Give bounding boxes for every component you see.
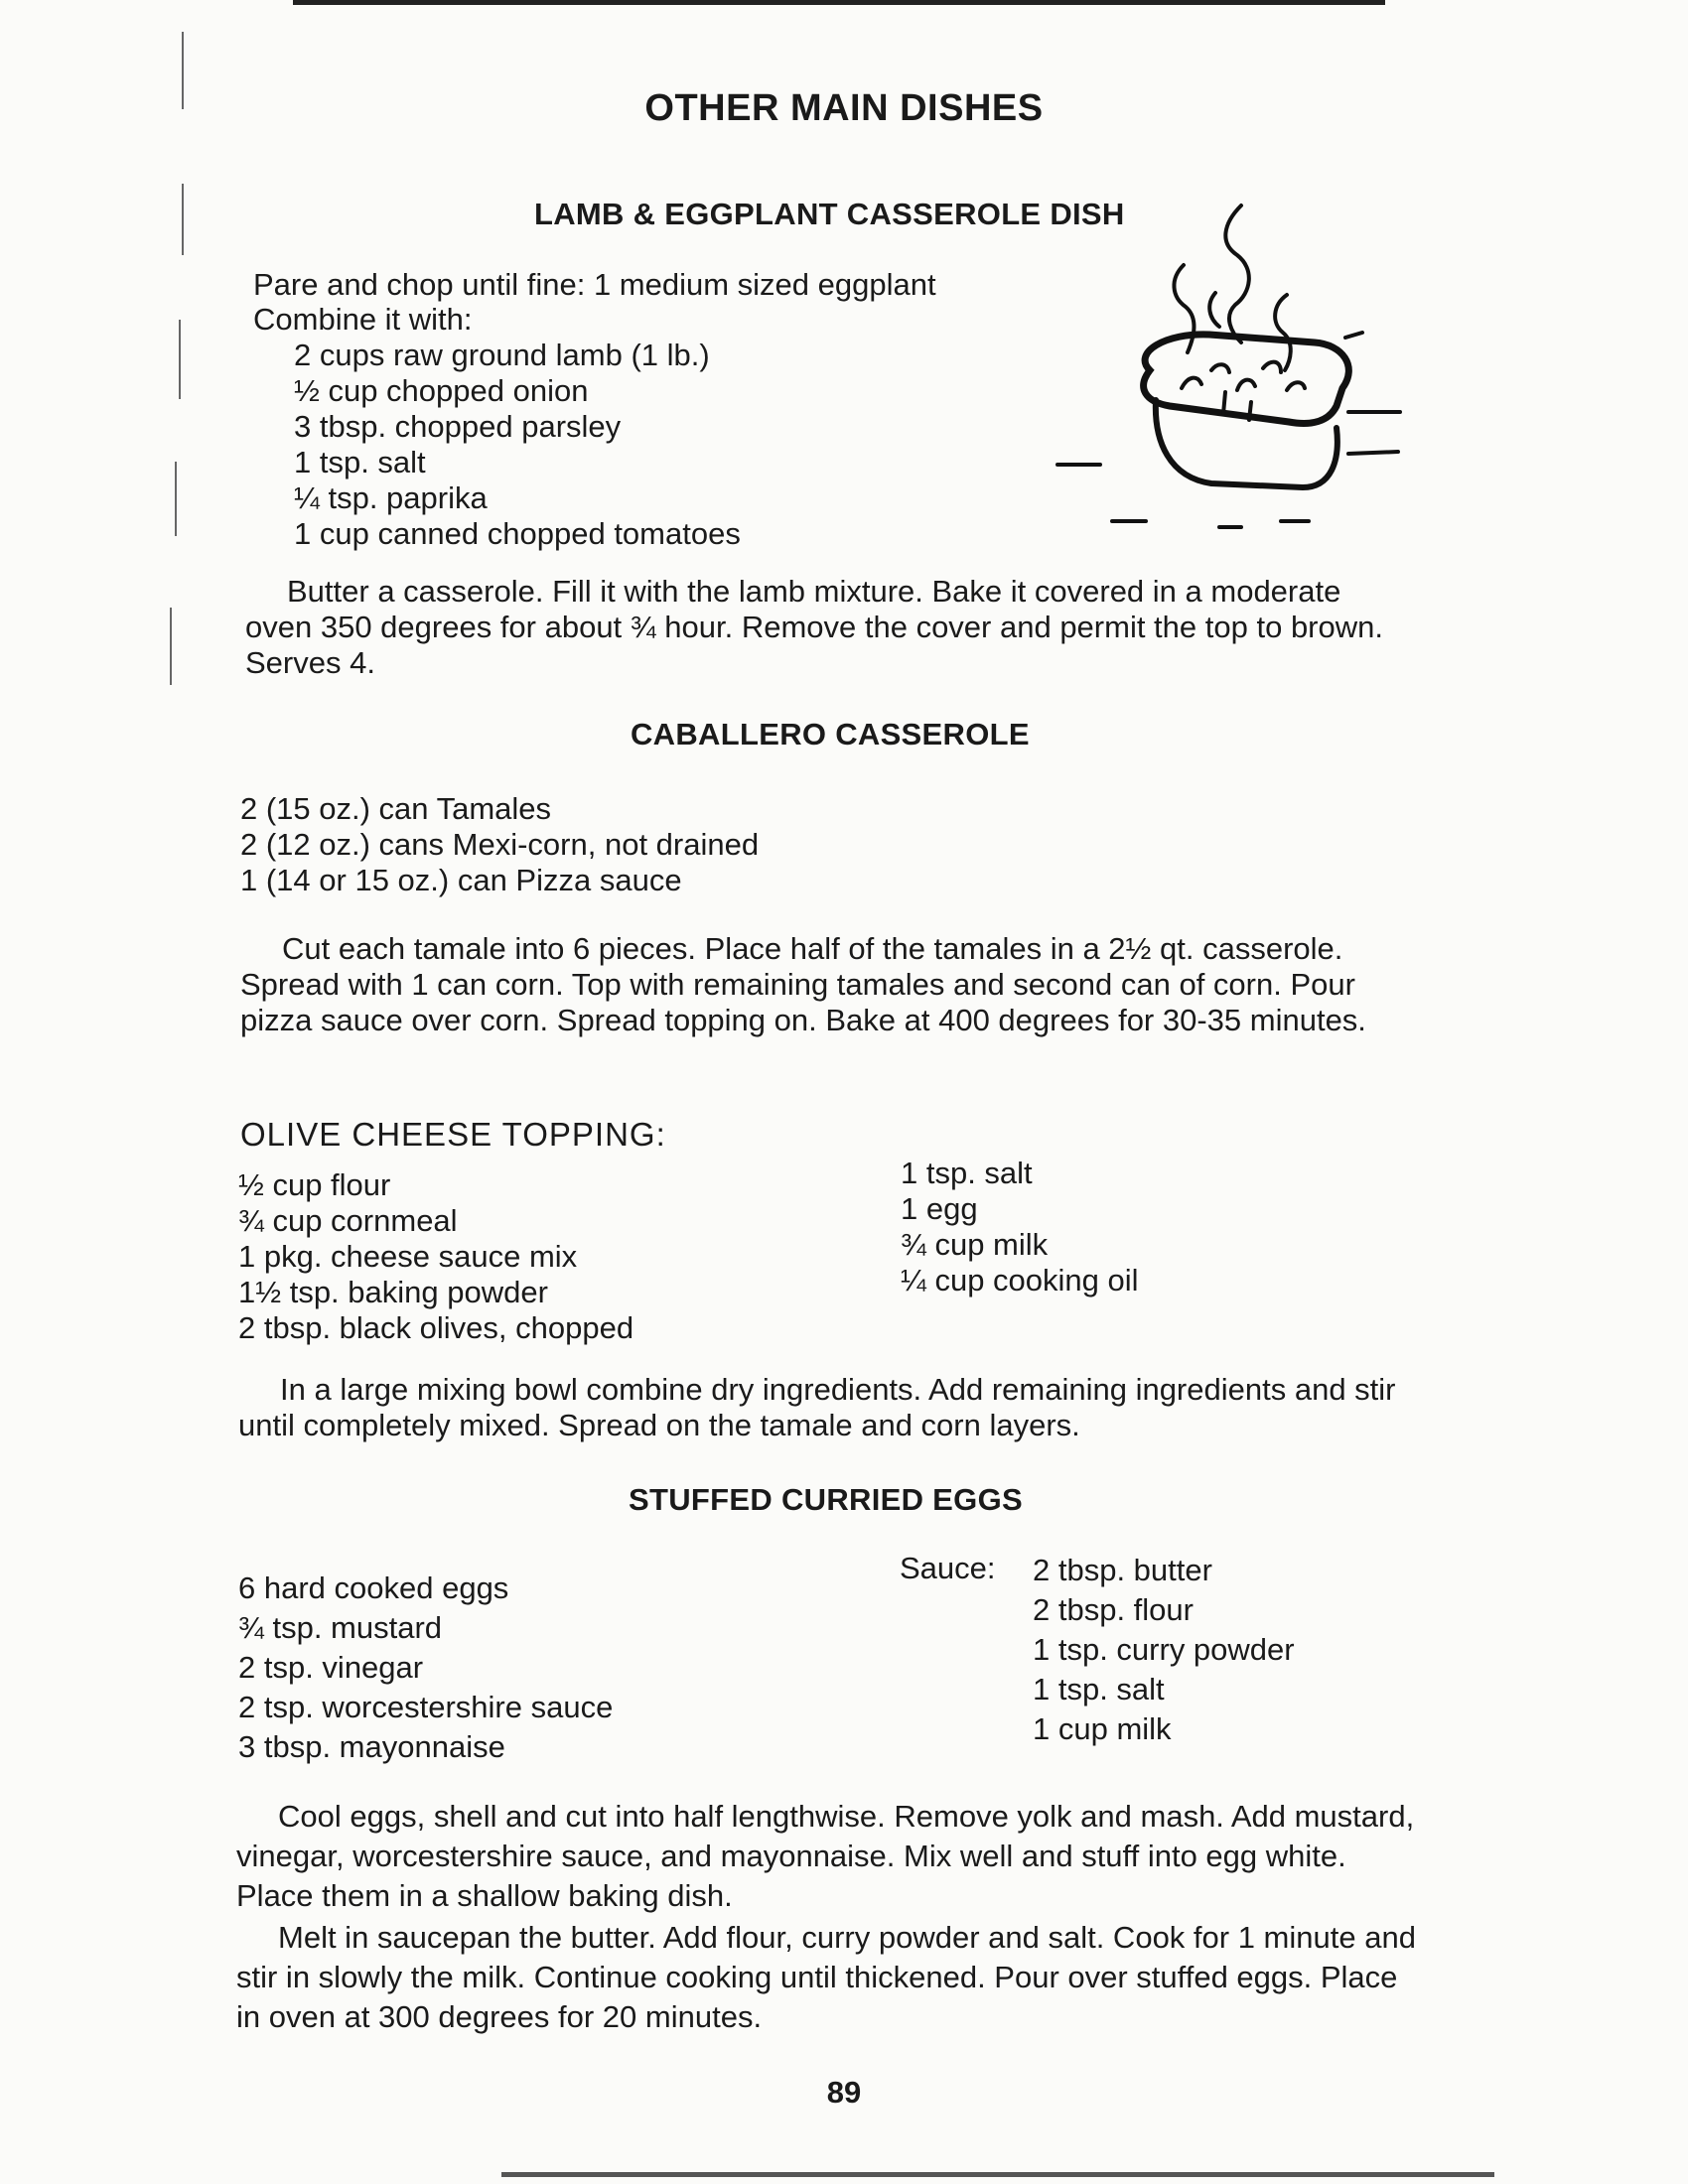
sauce-ingredient: 1 cup milk bbox=[1033, 1711, 1172, 1746]
margin-mark bbox=[175, 462, 177, 536]
sauce-directions: Melt in saucepan the butter. Add flour, curry powder and salt. Cook for 1 minute and stir in slowly the milk. Continue cooking until thickened. Pour over stuffed eggs. Place in oven at 300 degrees for 20 minutes. bbox=[236, 1920, 1416, 2034]
eggs-ingredient: 2 tsp. worcestershire sauce bbox=[238, 1690, 614, 1724]
lamb-ingredient: 3 tbsp. chopped parsley bbox=[294, 409, 622, 444]
caballero-ingredient: 1 (14 or 15 oz.) can Pizza sauce bbox=[240, 863, 682, 897]
topping-ingredient: ¼ cup cooking oil bbox=[901, 1263, 1139, 1297]
steaming-casserole-icon bbox=[1043, 194, 1420, 551]
topping-title: OLIVE CHEESE TOPPING: bbox=[240, 1116, 666, 1153]
lamb-ingredient: 2 cups raw ground lamb (1 lb.) bbox=[294, 338, 710, 372]
page-number: 89 bbox=[826, 2075, 862, 2110]
sauce-ingredient: 1 tsp. curry powder bbox=[1033, 1632, 1295, 1667]
topping-ingredient: ½ cup flour bbox=[238, 1167, 391, 1202]
eggs-directions: Cool eggs, shell and cut into half lengthwise. Remove yolk and mash. Add mustard, vinegar, worcestershire sauce, and mayonnaise. Mix well and stuff into egg white. Place them in a shallow baking dish. bbox=[236, 1799, 1415, 1913]
margin-mark bbox=[182, 184, 184, 255]
page-title: OTHER MAIN DISHES bbox=[644, 87, 1044, 129]
topping-ingredient-list-left bbox=[238, 1167, 633, 1346]
caballero-ingredient-list bbox=[240, 791, 759, 898]
eggs-ingredient: 2 tsp. vinegar bbox=[238, 1650, 424, 1685]
sauce-ingredient: 2 tbsp. butter bbox=[1033, 1553, 1212, 1587]
lamb-ingredient: ½ cup chopped onion bbox=[294, 373, 589, 408]
lamb-directions: Butter a casserole. Fill it with the lamb mixture. Bake it covered in a moderate oven 350 degrees for about ¾ hour. Remove the cover and permit the top to brown. Serves 4. bbox=[245, 574, 1383, 680]
caballero-ingredient: 2 (15 oz.) can Tamales bbox=[240, 791, 552, 826]
lamb-ingredient: 1 cup canned chopped tomatoes bbox=[294, 516, 741, 551]
eggs-ingredient-list bbox=[238, 1569, 613, 1767]
lamb-ingredient: ¼ tsp. paprika bbox=[294, 480, 488, 515]
caballero-ingredient: 2 (12 oz.) cans Mexi-corn, not drained bbox=[240, 827, 760, 862]
topping-ingredient: ¾ cup cornmeal bbox=[238, 1203, 458, 1238]
topping-directions: In a large mixing bowl combine dry ingredients. Add remaining ingredients and stir until completely mixed. Spread on the tamale and corn layers. bbox=[238, 1372, 1396, 1442]
margin-mark bbox=[179, 320, 181, 399]
topping-ingredient: 1½ tsp. baking powder bbox=[238, 1275, 548, 1309]
lamb-recipe-title: LAMB & EGGPLANT CASSEROLE DISH bbox=[534, 197, 1125, 231]
margin-mark bbox=[170, 608, 172, 685]
topping-ingredient: 1 egg bbox=[901, 1191, 978, 1226]
caballero-recipe-title: CABALLERO CASSEROLE bbox=[631, 717, 1030, 751]
topping-ingredient: 1 tsp. salt bbox=[901, 1156, 1033, 1190]
lamb-ingredient-list bbox=[294, 338, 741, 552]
lamb-intro-line: Pare and chop until fine: 1 medium sized eggplant bbox=[253, 267, 936, 302]
lamb-ingredient: 1 tsp. salt bbox=[294, 445, 426, 479]
topping-ingredient: ¾ cup milk bbox=[901, 1227, 1049, 1262]
eggs-ingredient: 3 tbsp. mayonnaise bbox=[238, 1729, 505, 1764]
bottom-edge-rule bbox=[501, 2172, 1494, 2177]
topping-ingredient: 2 tbsp. black olives, chopped bbox=[238, 1310, 634, 1345]
sauce-ingredient: 2 tbsp. flour bbox=[1033, 1592, 1194, 1627]
sauce-label: Sauce: bbox=[900, 1551, 996, 1585]
sauce-ingredient-list bbox=[1033, 1551, 1295, 1749]
caballero-directions: Cut each tamale into 6 pieces. Place half of the tamales in a 2½ qt. casserole. Spread with 1 can corn. Top with remaining tamales and second can of corn. Pour pizza sauce over corn. Spread topping on. Bake at 400 degrees for 30-35 minutes. bbox=[240, 931, 1366, 1037]
eggs-recipe-title: STUFFED CURRIED EGGS bbox=[629, 1482, 1023, 1517]
lamb-intro-line: Combine it with: bbox=[253, 302, 473, 337]
top-edge-rule bbox=[293, 0, 1385, 5]
topping-ingredient-list-right bbox=[901, 1156, 1139, 1298]
topping-ingredient: 1 pkg. cheese sauce mix bbox=[238, 1239, 578, 1274]
eggs-ingredient: ¾ tsp. mustard bbox=[238, 1610, 443, 1645]
eggs-ingredient: 6 hard cooked eggs bbox=[238, 1570, 509, 1605]
sauce-ingredient: 1 tsp. salt bbox=[1033, 1672, 1165, 1706]
